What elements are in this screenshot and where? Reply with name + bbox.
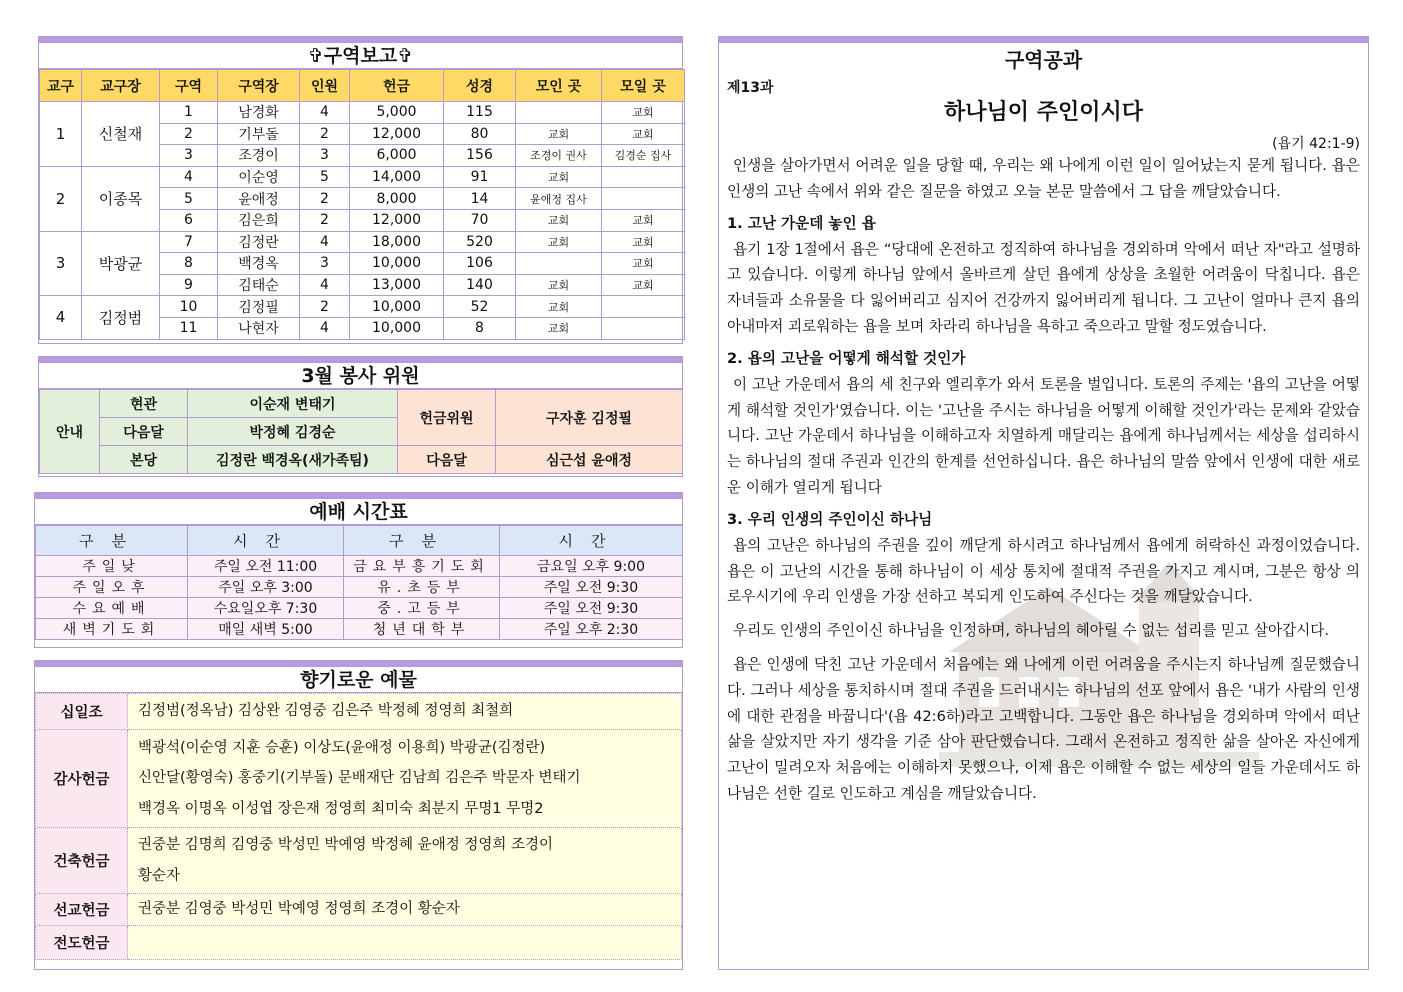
offering-names-line: 황순자 <box>138 867 181 884</box>
offering-title: 향기로운 예물 <box>35 667 682 693</box>
district-report-table <box>39 69 685 340</box>
worship-schedule-panel <box>34 492 683 648</box>
parish-number: 1 <box>40 102 82 167</box>
col-header: 교구장 <box>82 70 160 102</box>
service-time: 수요일오후 7:30 <box>188 598 344 619</box>
district-leader: 나현자 <box>218 317 300 339</box>
district-report-body <box>40 102 685 340</box>
met-place <box>516 102 602 124</box>
next-place: 교회 <box>602 209 685 231</box>
offering-amount: 10,000 <box>350 253 444 275</box>
offering-amount: 10,000 <box>350 296 444 318</box>
bible-count: 156 <box>444 145 516 167</box>
bible-count: 70 <box>444 209 516 231</box>
bible-count: 52 <box>444 296 516 318</box>
service-name: 유.초등부 <box>344 577 500 598</box>
offering-amount: 10,000 <box>350 317 444 339</box>
next-month-label: 다음달 <box>398 446 496 474</box>
parish-number: 4 <box>40 296 82 339</box>
offering-amount: 8,000 <box>350 188 444 210</box>
district-number: 7 <box>160 231 218 253</box>
bible-count: 80 <box>444 123 516 145</box>
next-place: 김경순 집사 <box>602 145 685 167</box>
offering-category: 감사헌금 <box>36 730 128 828</box>
offering-names <box>128 894 682 926</box>
offering-category: 건축헌금 <box>36 828 128 894</box>
offering-names-line: 신안달(황영숙) 홍중기(기부돌) 문배재단 김남희 김은주 박문자 변태기 <box>138 770 581 787</box>
district-number: 10 <box>160 296 218 318</box>
parish-leader: 박광균 <box>82 231 160 296</box>
bible-count: 8 <box>444 317 516 339</box>
offering-amount: 12,000 <box>350 123 444 145</box>
volunteer-place: 본당 <box>100 446 188 474</box>
bible-count: 115 <box>444 102 516 124</box>
table-row <box>40 231 685 253</box>
offering-table <box>35 693 682 960</box>
col-header: 모인 곳 <box>516 70 602 102</box>
table-row <box>36 556 683 577</box>
offering-amount: 14,000 <box>350 166 444 188</box>
offering-names <box>128 926 682 960</box>
offering-amount: 6,000 <box>350 145 444 167</box>
parish-leader: 신철재 <box>82 102 160 167</box>
met-place: 윤애정 집사 <box>516 188 602 210</box>
district-leader: 남경화 <box>218 102 300 124</box>
met-place: 교회 <box>516 296 602 318</box>
next-place: 교회 <box>602 231 685 253</box>
attendance-count: 4 <box>300 102 350 124</box>
volunteer-names: 박정혜 김경순 <box>188 418 398 446</box>
service-name: 청년대학부 <box>344 619 500 640</box>
section-heading: 2. 욥의 고난을 어떻게 해석할 것인가 <box>727 349 966 367</box>
parish-leader: 이종목 <box>82 166 160 231</box>
lesson-paragraph: 우리도 인생의 주인이신 하나님을 인정하며, 하나님의 헤아릴 수 없는 섭리를 믿고 살아갑시다. <box>733 622 1330 640</box>
district-number: 6 <box>160 209 218 231</box>
next-place: 교회 <box>602 123 685 145</box>
offering-names-line: 백광석(이순영 지훈 승훈) 이상도(윤애정 이용희) 박광균(김정란) <box>138 739 546 756</box>
offering-amount: 5,000 <box>350 102 444 124</box>
attendance-count: 2 <box>300 296 350 318</box>
section-body: 욥기 1장 1절에서 욥은 “당대에 온전하고 정직하여 하나님을 경외하며 악에서 떠난 자"라고 설명하고 있습니다. 이렇게 하나님 앞에서 올바르게 살던 욥에게 상상을 초월한 어려움이 닥칩니다. 욥은 자녀들과 소유물을 다 잃어버리고 심지어 건강까지 잃어버리게 됩니다. 그 고난이 얼마나 큰지 욥의 아내마저 괴로워하는 욥을 보며 차라리 하나님을 욕하고 죽으라고 말할 정도였습니다. <box>727 240 1360 335</box>
offering-panel <box>34 660 683 970</box>
offering-category: 전도헌금 <box>36 926 128 960</box>
next-place: 교회 <box>602 253 685 275</box>
volunteer-names: 김정란 백경옥(새가족팀) <box>188 446 398 474</box>
district-number: 1 <box>160 102 218 124</box>
district-number: 9 <box>160 274 218 296</box>
bible-count: 106 <box>444 253 516 275</box>
lesson-paragraph: 욥은 인생에 닥친 고난 가운데서 처음에는 왜 나에게 이런 어려움을 주시는지 하나님께 질문했습니다. 그러나 세상을 통치하시며 절대 주권을 드러내시는 하나님의 선포 앞에서 욥은 '내가 사람의 인생에 대한 관점을 바꿉니다'(욥 42:6하)라고 고백합니다. 그동안 욥은 하나님을 경외하며 악에서 떠난 삶을 살았지만 자기 생각을 기준 삼아 판단했습니다. 그래서 온전하고 정직한 삶을 살아온 자신에게 고난이 밀려오자 처음에는 이해하지 못했으나, 이제 욥은 이해할 수 없는 세상의 일들 가운데서도 하나님은 선한 길로 인도하고 계심을 깨달았습니다. <box>727 655 1360 802</box>
col-header: 구역 <box>160 70 218 102</box>
col-header: 모일 곳 <box>602 70 685 102</box>
volunteers-title: 3월 봉사 위원 <box>39 363 682 389</box>
offering-category: 선교헌금 <box>36 894 128 926</box>
offering-names <box>128 694 682 730</box>
district-report-panel <box>38 36 683 344</box>
col-header: 구분 <box>344 526 500 556</box>
attendance-count: 4 <box>300 231 350 253</box>
volunteer-names: 이순재 변태기 <box>188 390 398 418</box>
parish-leader: 김정범 <box>82 296 160 339</box>
col-header: 시간 <box>188 526 344 556</box>
offering-amount: 18,000 <box>350 231 444 253</box>
offering-category: 십일조 <box>36 694 128 730</box>
service-name: 중.고등부 <box>344 598 500 619</box>
scripture-reference: (욥기 42:1-9) <box>1272 136 1360 152</box>
service-name: 수요예배 <box>36 598 188 619</box>
district-leader: 김정필 <box>218 296 300 318</box>
table-header-row <box>36 526 683 556</box>
lesson-title: 하나님이 주인이시다 <box>944 100 1143 125</box>
col-header: 구역장 <box>218 70 300 102</box>
next-month-names: 심근섭 윤애정 <box>496 446 683 474</box>
district-report-title: ✞구역보고✞ <box>39 43 682 69</box>
offering-names-line: 권중분 김영중 박성민 박예영 정영희 조경이 황순자 <box>138 901 460 918</box>
offering-committee-names: 구자훈 김정필 <box>496 390 683 446</box>
guide-label: 안내 <box>40 390 100 474</box>
volunteer-place: 다음달 <box>100 418 188 446</box>
service-time: 주일 오전 9:30 <box>500 598 683 619</box>
attendance-count: 2 <box>300 209 350 231</box>
lesson-panel <box>718 36 1369 970</box>
district-leader: 이순영 <box>218 166 300 188</box>
section-body: 욥의 고난은 하나님의 주권을 깊이 깨닫게 하시려고 하나님께서 욥에게 허락하신 과정이었습니다. 욥은 이 고난의 시간을 통해 하나님이 이 세상 통치에 절대적 주권을 가지고 계시며, 그분은 항상 의로우시기에 우리 인생을 가장 선하고 복되게 인도하여 주신다는 것을 깨달았습니다. <box>727 536 1360 606</box>
table-row <box>40 390 683 418</box>
offering-names <box>128 828 682 894</box>
parish-number: 2 <box>40 166 82 231</box>
service-time: 주일 오전 9:30 <box>500 577 683 598</box>
offering-names-line: 김정범(정옥남) 김상완 김영중 김은주 박정혜 정영희 최철희 <box>138 703 514 720</box>
district-number: 5 <box>160 188 218 210</box>
section-heading: 3. 우리 인생의 주인이신 하나님 <box>727 510 933 528</box>
service-time: 금요일 오후 9:00 <box>500 556 683 577</box>
bible-count: 14 <box>444 188 516 210</box>
offering-amount: 13,000 <box>350 274 444 296</box>
service-time: 주일 오후 3:00 <box>188 577 344 598</box>
col-header: 헌금 <box>350 70 444 102</box>
attendance-count: 3 <box>300 253 350 275</box>
offering-committee-label: 헌금위원 <box>398 390 496 446</box>
service-name: 주일오후 <box>36 577 188 598</box>
offering-names-line: 백경옥 이명옥 이성엽 장은재 정영희 최미숙 최분지 무명1 무명2 <box>138 800 544 817</box>
district-leader: 김태순 <box>218 274 300 296</box>
service-time: 매일 새벽 5:00 <box>188 619 344 640</box>
section-body: 이 고난 가운데서 욥의 세 친구와 엘리후가 와서 토론을 벌입니다. 토론의 주제는 '욥의 고난을 어떻게 해석할 것인가'였습니다. 이는 '고난을 주시는 하나님을 어떻게 이해할 것인가'라는 문제와 같았습니다. 고난 가운데서 하나님을 이해하고자 치열하게 매달리는 욥에게 하나님께서는 세상을 섭리하시는 하나님의 절대 주권과 인간의 한계를 선언하십니다. 욥은 하나님의 말씀 앞에서 인생에 대한 새로운 이해가 열리게 됩니다 <box>727 375 1360 496</box>
lesson-header: 구역공과 <box>1004 48 1083 72</box>
attendance-count: 2 <box>300 123 350 145</box>
next-place: 교회 <box>602 274 685 296</box>
col-header: 성경 <box>444 70 516 102</box>
attendance-count: 5 <box>300 166 350 188</box>
met-place <box>516 253 602 275</box>
next-place <box>602 317 685 339</box>
table-row <box>36 577 683 598</box>
district-number: 4 <box>160 166 218 188</box>
table-row <box>36 894 682 926</box>
offering-amount: 12,000 <box>350 209 444 231</box>
service-name: 새벽기도회 <box>36 619 188 640</box>
attendance-count: 4 <box>300 274 350 296</box>
col-header: 교구 <box>40 70 82 102</box>
next-place <box>602 166 685 188</box>
panel-accent-bar <box>719 37 1368 43</box>
district-leader: 백경옥 <box>218 253 300 275</box>
attendance-count: 4 <box>300 317 350 339</box>
bible-count: 520 <box>444 231 516 253</box>
district-leader: 조경이 <box>218 145 300 167</box>
section-heading: 1. 고난 가운데 놓인 욥 <box>727 214 876 232</box>
table-row <box>36 828 682 894</box>
attendance-count: 2 <box>300 188 350 210</box>
service-time: 주일 오전 11:00 <box>188 556 344 577</box>
table-row <box>40 166 685 188</box>
met-place: 교회 <box>516 166 602 188</box>
met-place: 교회 <box>516 231 602 253</box>
met-place: 교회 <box>516 317 602 339</box>
offering-body <box>36 694 682 960</box>
worship-schedule-body <box>36 556 683 640</box>
district-number: 2 <box>160 123 218 145</box>
col-header: 구분 <box>36 526 188 556</box>
col-header: 인원 <box>300 70 350 102</box>
next-place: 교회 <box>602 102 685 124</box>
worship-schedule-table <box>35 525 683 640</box>
district-leader: 기부돌 <box>218 123 300 145</box>
table-row <box>40 102 685 124</box>
col-header: 시간 <box>500 526 683 556</box>
table-row <box>36 619 683 640</box>
met-place: 교회 <box>516 274 602 296</box>
service-time: 주일 오후 2:30 <box>500 619 683 640</box>
table-header-row <box>40 70 685 102</box>
service-name: 주일낮 <box>36 556 188 577</box>
met-place: 조경이 권사 <box>516 145 602 167</box>
table-row <box>40 446 683 474</box>
lesson-intro: 인생을 살아가면서 어려운 일을 당할 때, 우리는 왜 나에게 이런 일이 일어났는지 묻게 됩니다. 욥은 인생의 고난 속에서 위와 같은 질문을 하였고 오늘 본문 말씀에서 그 답을 깨달았습니다. <box>727 157 1360 200</box>
district-leader: 김은희 <box>218 209 300 231</box>
table-row <box>40 296 685 318</box>
volunteer-place: 현관 <box>100 390 188 418</box>
next-place <box>602 188 685 210</box>
district-number: 8 <box>160 253 218 275</box>
table-row <box>36 598 683 619</box>
parish-number: 3 <box>40 231 82 296</box>
table-row <box>36 730 682 828</box>
offering-names-line: 권중분 김명희 김영중 박성민 박예영 박정혜 윤애정 정영희 조경이 <box>138 837 554 853</box>
met-place: 교회 <box>516 209 602 231</box>
district-number: 11 <box>160 317 218 339</box>
met-place: 교회 <box>516 123 602 145</box>
table-row <box>36 926 682 960</box>
district-leader: 윤애정 <box>218 188 300 210</box>
volunteers-panel <box>38 356 683 477</box>
bible-count: 91 <box>444 166 516 188</box>
service-name: 금요부흥기도회 <box>344 556 500 577</box>
bible-count: 140 <box>444 274 516 296</box>
attendance-count: 3 <box>300 145 350 167</box>
next-place <box>602 296 685 318</box>
table-row <box>36 694 682 730</box>
lesson-number: 제13과 <box>727 80 774 96</box>
district-leader: 김정란 <box>218 231 300 253</box>
volunteers-table <box>39 389 683 474</box>
district-number: 3 <box>160 145 218 167</box>
offering-names <box>128 730 682 828</box>
worship-schedule-title: 예배 시간표 <box>35 499 682 525</box>
